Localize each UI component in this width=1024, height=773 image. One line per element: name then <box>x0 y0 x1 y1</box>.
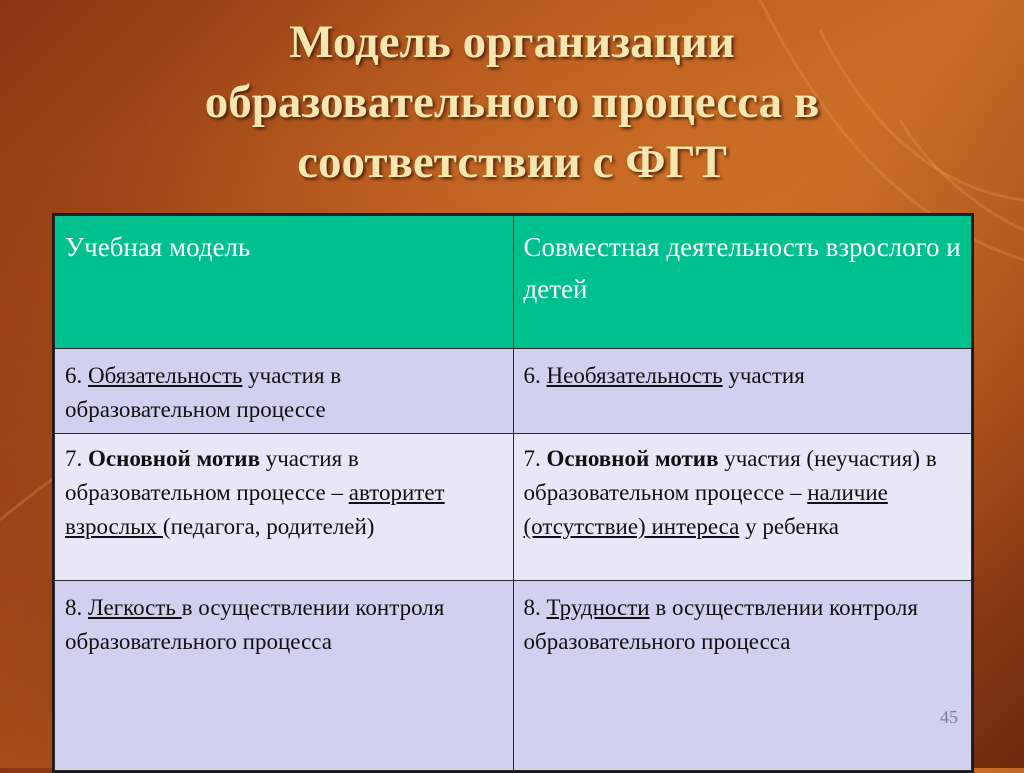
item-number: 6. <box>65 363 88 388</box>
key-term: Трудности <box>546 595 650 620</box>
item-text: в осуществлении контроля образовательного процесса <box>523 595 918 654</box>
table-cell <box>55 581 514 771</box>
item-number: 7. <box>523 446 547 471</box>
title-line-1: Модель организации <box>289 16 735 68</box>
item-text: участия в образовательном процессе – <box>65 446 359 505</box>
title-line-2: образовательного процесса в <box>204 76 820 128</box>
item-text: (педагога, родителей) <box>162 514 375 539</box>
table-cell <box>55 349 514 434</box>
item-text: в осуществлении контроля образовательного процесса <box>65 595 445 654</box>
table-cell <box>55 434 514 581</box>
table-cell <box>513 581 972 771</box>
table-cell <box>513 434 972 581</box>
item-text: участия <box>722 363 805 388</box>
header-learning-model: Учебная модель <box>55 216 514 349</box>
key-term: наличие (отсутствие) интереса <box>523 480 888 539</box>
key-term: Легкость <box>88 595 182 620</box>
item-number: 6. <box>523 363 547 388</box>
title-line-3: соответствии с ФГТ <box>297 136 727 188</box>
table-header-row <box>55 216 972 349</box>
item-number: 8. <box>65 595 88 620</box>
item-number: 7. <box>65 446 88 471</box>
table-row <box>55 349 972 434</box>
header-joint-activity: Совместная деятельность взрослого и детей <box>513 216 972 349</box>
slide-title <box>0 12 1024 192</box>
key-term: Обязательность <box>88 363 243 388</box>
table-row <box>55 434 972 581</box>
item-text: у ребенка <box>739 514 839 539</box>
item-text: участия (неучастия) в образовательном процессе – <box>523 446 937 505</box>
item-number: 8. <box>523 595 547 620</box>
key-term: авторитет взрослых <box>65 480 445 539</box>
comparison-table <box>52 213 974 773</box>
bold-term: Основной мотив <box>88 446 260 471</box>
page-number: 45 <box>940 707 958 727</box>
bold-term: Основной мотив <box>546 446 719 471</box>
table-cell <box>513 349 972 434</box>
table-row <box>55 581 972 771</box>
key-term: Необязательность <box>546 363 723 388</box>
item-text: участия в образовательном процессе <box>65 363 342 422</box>
